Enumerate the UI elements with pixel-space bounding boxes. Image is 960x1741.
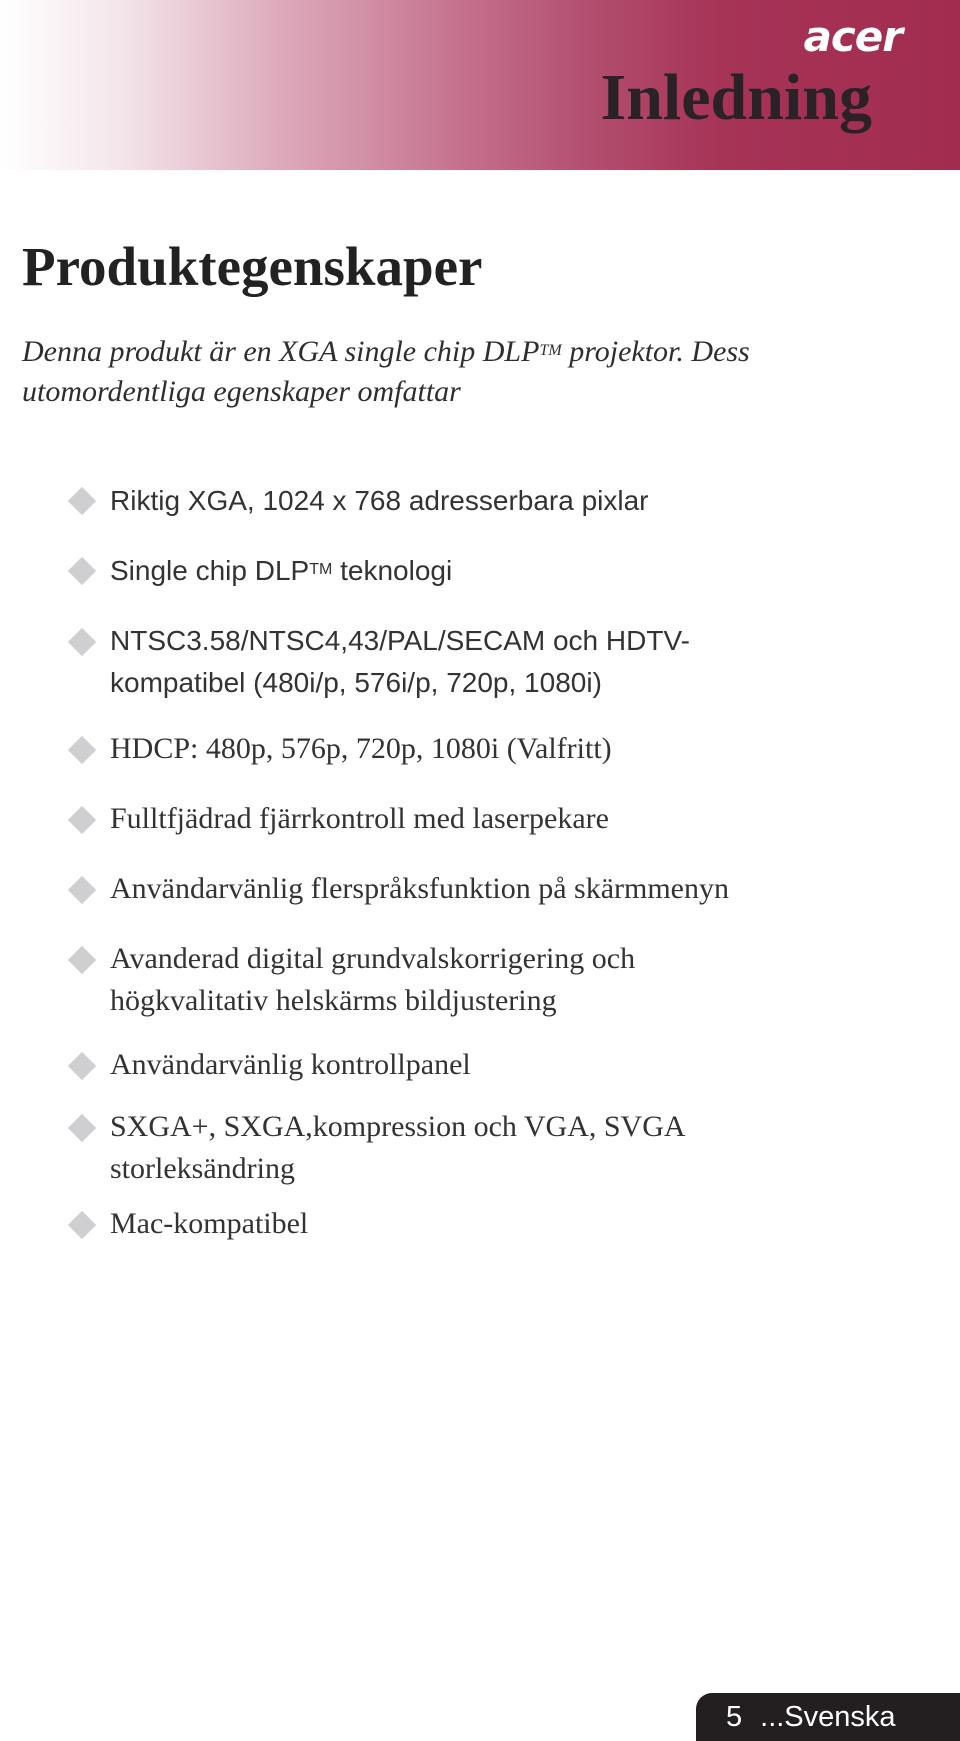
feature-text: Riktig XGA, 1024 x 768 adresserbara pixlar — [110, 485, 649, 516]
page-number: 5 — [726, 1701, 743, 1733]
feature-text — [110, 550, 930, 592]
feature-text — [110, 938, 930, 1022]
language-label: ...Svenska — [760, 1701, 896, 1733]
feature-text: HDCP: 480p, 576p, 720p, 1080i (Valfritt) — [110, 732, 612, 765]
trademark-mark: TM — [309, 561, 333, 578]
trademark-mark: TM — [539, 342, 562, 359]
feature-line2: högkvalitativ helskärms bildjustering — [110, 984, 557, 1017]
feature-text: Användarvänlig flerspråksfunktion på skärmmenyn — [110, 872, 729, 905]
intro-line1-after-tm: projektor. Dess — [561, 335, 750, 368]
acer-logo: acer — [803, 12, 902, 61]
feature-text-before-tm: Single chip DLP — [110, 555, 310, 586]
diamond-bullet-icon — [68, 946, 96, 974]
intro-line2: utomordentliga egenskaper omfattar — [22, 375, 461, 408]
diamond-bullet-icon — [68, 487, 96, 515]
header-band — [0, 0, 960, 170]
diamond-bullet-icon — [68, 736, 96, 764]
feature-line1: Avanderad digital grundvalskorrigering och — [110, 942, 636, 975]
diamond-bullet-icon — [68, 1052, 96, 1080]
diamond-bullet-icon — [68, 628, 96, 656]
intro-paragraph — [22, 332, 922, 412]
feature-text: Användarvänlig kontrollpanel — [110, 1048, 471, 1081]
chapter-title: Inledning — [600, 61, 872, 134]
diamond-bullet-icon — [68, 806, 96, 834]
diamond-bullet-icon — [68, 1114, 96, 1142]
feature-text: Mac-kompatibel — [110, 1207, 309, 1240]
diamond-bullet-icon — [68, 876, 96, 904]
diamond-bullet-icon — [68, 557, 96, 585]
section-title: Produktegenskaper — [22, 236, 483, 297]
feature-line2: kompatibel (480i/p, 576i/p, 720p, 1080i) — [110, 667, 602, 698]
feature-line1: NTSC3.58/NTSC4,43/PAL/SECAM och HDTV- — [110, 625, 690, 656]
feature-text-after-tm: teknologi — [332, 555, 453, 586]
feature-line2: storleksändring — [110, 1152, 295, 1185]
footer-page-tab — [696, 1693, 960, 1741]
feature-text — [110, 620, 930, 704]
intro-line1-before-tm: Denna produkt är en XGA single chip DLP — [22, 335, 540, 368]
feature-text — [110, 1106, 930, 1190]
feature-text: Fulltfjädrad fjärrkontroll med laserpekare — [110, 802, 609, 835]
diamond-bullet-icon — [68, 1211, 96, 1239]
feature-line1: SXGA+, SXGA,kompression och VGA, SVGA — [110, 1110, 686, 1143]
